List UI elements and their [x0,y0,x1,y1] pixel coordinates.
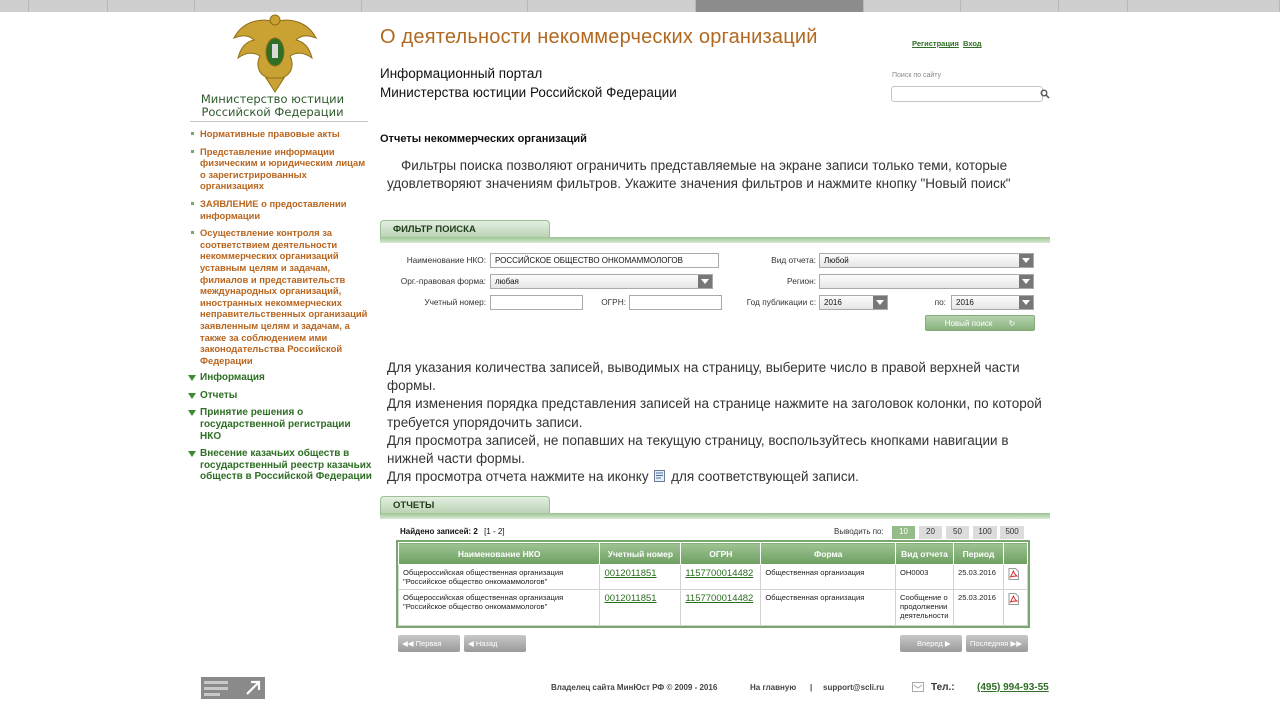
account-no-label: Учетный номер: [424,297,486,307]
sidebar-item-registration-decision[interactable]: Принятие решения о государственной регистрации НКО [186,407,372,442]
nko-name-input[interactable]: РОССИЙСКОЕ ОБЩЕСТВО ОНКОМАММОЛОГОВ [490,253,719,268]
next-page-button[interactable] [900,635,962,652]
browser-tab[interactable] [362,0,528,12]
report-type-select[interactable] [819,253,1034,268]
reports-table [398,542,1028,626]
ministry-name-line2: Российской Федерации [201,105,344,119]
browser-tab[interactable] [108,0,196,12]
page-title: О деятельности некоммерческих организаций [380,26,818,48]
table-row [399,590,1028,626]
right-icon: ▶ [944,639,951,648]
search-label: Поиск по сайту [892,72,942,79]
register-link[interactable]: Регистрация [912,39,959,48]
sidebar-item-cossack-registry[interactable]: Внесение казачьих обществ в государственный реестр казачьих обществ в Российской Федерации [186,448,372,483]
cell-ogrn [681,565,761,590]
column-header-account[interactable]: Учетный номер [600,543,681,565]
year-to-label: по: [934,297,946,307]
tel-label: Тел.: [931,682,955,693]
auth-links [912,39,982,48]
instruction-text-before: Для просмотра отчета нажмите на иконку [387,469,649,485]
refresh-icon: ↻ [1008,319,1016,328]
sidebar-item-normative-acts[interactable]: Нормативные правовые акты [186,128,372,140]
portal-title-line2: Министерства юстиции Российской Федерации [380,85,677,100]
sidebar-item-reports[interactable]: Отчеты [186,390,372,402]
cell-account [600,590,681,626]
browser-tab-strip [0,0,1280,12]
cell-account [600,565,681,590]
table-row [399,565,1028,590]
support-email-link[interactable]: support@scli.ru [823,683,885,692]
browser-tab[interactable] [29,0,107,12]
account-link[interactable]: 0012011851 [604,568,657,579]
account-no-input[interactable] [490,295,583,310]
chevron-down-icon [873,296,887,309]
phone-number-link[interactable]: (495) 994-93-55 [977,682,1049,693]
chevron-down-icon [1019,275,1033,288]
filter-panel-title: ФИЛЬТР ПОИСКА [380,220,550,238]
column-header-period[interactable]: Период [954,543,1004,565]
year-from-value: 2016 [824,298,842,307]
search-input[interactable] [891,86,1043,102]
instruction-line-last [387,468,1052,486]
sidebar-item-control[interactable]: Осуществление контроля за соответствием деятельности некоммерческих организаций уставным целям и задачам, филиалов и представительств международных организаций, иностранных некоммерческих неправительственных организаций заявленным целям и задачам, а также за соблюдением ими законодательства Российской Федерации [186,227,372,366]
column-header-name[interactable]: Наименование НКО [399,543,600,565]
column-header-ogrn[interactable]: ОГРН [681,543,761,565]
per-page-option-50[interactable]: 50 [946,526,969,539]
browser-tab[interactable] [1059,0,1127,12]
ogrn-label: ОГРН: [601,297,626,307]
sidebar-nav [186,128,372,489]
browser-tab[interactable] [961,0,1059,12]
cell-form: Общественная организация [761,565,896,590]
cell-period: 25.03.2016 [954,590,1004,626]
chevron-down-icon [1019,254,1033,267]
footer-separator: | [810,683,813,692]
instruction-line: Для просмотра записей, не попавших на текущую страницу, воспользуйтесь кнопками навигации в нижней части формы. [387,432,1009,467]
ogrn-link[interactable]: 1157700014482 [685,568,754,579]
cell-report-type: ОН0003 [896,565,954,590]
nko-name-label: Наименование НКО: [406,255,486,265]
section-subtitle: Отчеты некоммерческих организаций [380,133,587,145]
cell-name: Общероссийская общественная организация "Российское общество онкомаммологов" [399,565,600,590]
first-page-button[interactable] [398,635,460,652]
filter-panel-divider [380,237,1050,243]
search-icon[interactable] [1040,89,1050,99]
cell-period: 25.03.2016 [954,565,1004,590]
ogrn-input[interactable] [629,295,722,310]
found-label: Найдено записей: [400,527,472,536]
column-header-form[interactable]: Форма [761,543,896,565]
per-page-option-500[interactable]: 500 [1000,526,1024,539]
found-count: 2 [473,527,478,536]
double-left-icon: ◀◀ [402,639,414,648]
pdf-icon[interactable] [1008,593,1019,605]
column-header-icon [1003,543,1027,565]
cell-name: Общероссийская общественная организация "Российское общество онкомаммологов" [399,590,600,626]
prev-page-label: Назад [475,639,498,648]
report-view-icon [654,470,665,482]
ogrn-link[interactable]: 1157700014482 [685,593,754,604]
eagle-emblem-icon [230,12,320,94]
browser-tab[interactable] [864,0,962,12]
logo-divider [190,121,368,122]
report-type-label: Вид отчета: [771,255,816,265]
per-page-label: Выводить по: [834,527,884,536]
prev-page-button[interactable] [464,635,526,652]
home-link[interactable]: На главную [750,683,797,692]
year-from-label: Год публикации с: [746,297,816,307]
cell-form: Общественная организация [761,590,896,626]
browser-tab[interactable] [0,0,29,12]
org-form-select[interactable] [490,274,713,289]
login-link[interactable]: Вход [963,39,982,48]
portal-title-line1: Информационный портал [380,66,543,81]
sidebar-item-application[interactable]: ЗАЯВЛЕНИЕ о предоставлении информации [186,198,372,221]
reports-panel-divider [380,513,1050,519]
left-icon: ◀ [468,639,474,648]
first-page-label: Первая [415,639,442,648]
cell-ogrn [681,590,761,626]
year-to-select[interactable] [951,295,1034,310]
site-owner-text: Владелец сайта МинЮст РФ © 2009 - 2016 [551,683,718,692]
found-records [400,527,505,536]
cell-icon [1003,565,1027,590]
instruction-text-after: для соответствующей записи. [671,469,859,485]
cell-icon [1003,590,1027,626]
per-page-option-100[interactable]: 100 [973,526,997,539]
region-select[interactable] [819,274,1034,289]
next-page-label: Вперед [917,639,943,648]
filter-intro-text: Фильтры поиска позволяют ограничить представляемые на экране записи только теми, которые удовлетворяют значениям фильтров. Укажите значения фильтров и нажмите кнопку "Новый поиск" [387,158,1011,191]
visit-counter-badge[interactable] [201,677,265,699]
account-link[interactable]: 0012011851 [604,593,657,604]
org-form-label: Орг.-правовая форма: [400,276,486,286]
reports-panel-title: ОТЧЕТЫ [380,496,550,514]
cell-report-type: Сообщение о продолжении деятельности [896,590,954,626]
year-to-value: 2016 [956,298,974,307]
browser-tab[interactable] [528,0,696,12]
ministry-name-line1: Министерство юстиции [200,92,345,106]
table-header-row [399,543,1028,565]
last-page-button[interactable] [966,635,1028,652]
instruction-line: Для указания количества записей, выводимых на страницу, выберите число в правой верхней части формы. [387,360,1020,394]
browser-tab[interactable] [195,0,361,12]
report-type-value: Любой [824,256,849,265]
phone-icon [912,682,924,692]
per-page-option-10[interactable]: 10 [892,526,915,539]
org-form-value: любая [495,277,519,286]
per-page-option-20[interactable]: 20 [919,526,942,539]
sidebar-item-info-provision[interactable]: Представление информации физическим и юридическим лицам о зарегистрированных организациях [186,146,372,192]
chevron-down-icon [698,275,712,288]
double-right-icon: ▶▶ [1010,639,1022,648]
new-search-label: Новый поиск [944,319,993,328]
last-page-label: Последняя [970,639,1009,648]
reports-panel-header [380,496,1050,518]
pdf-icon[interactable] [1008,568,1019,580]
browser-tab-active[interactable] [696,0,864,12]
filter-panel-header [380,220,1050,242]
instruction-line: Для изменения порядка представления записей на странице нажмите на заголовок колонки, по которой требуется упорядочить записи. [387,396,1042,430]
reports-instructions [387,359,1052,486]
region-label: Регион: [787,276,816,286]
year-from-select[interactable] [819,295,888,310]
found-range: [1 - 2] [484,527,505,536]
new-search-button[interactable] [925,315,1035,331]
ministry-name [190,93,355,119]
sidebar-item-information[interactable]: Информация [186,372,372,384]
chevron-down-icon [1019,296,1033,309]
browser-tab[interactable] [1128,0,1280,12]
column-header-report-type[interactable]: Вид отчета [896,543,954,565]
